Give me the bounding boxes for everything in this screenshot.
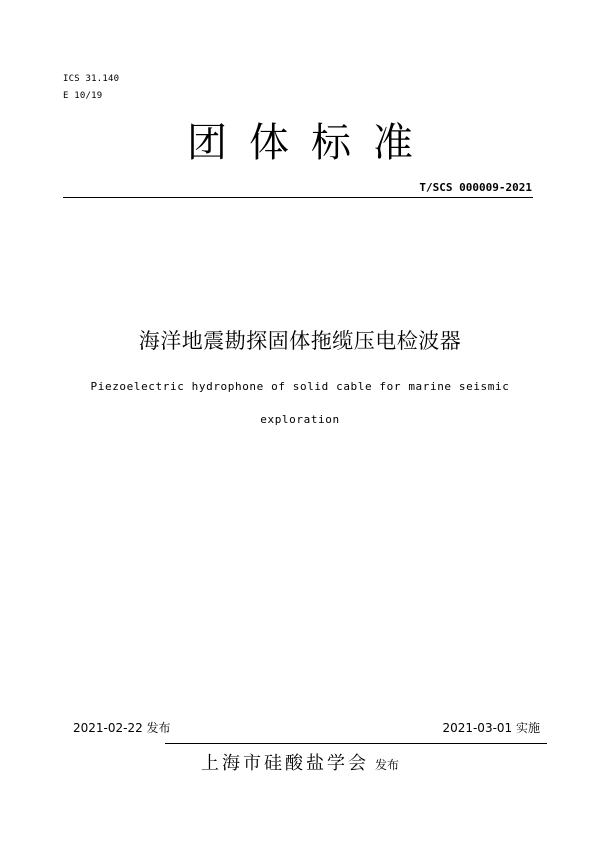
classification-codes: [63, 73, 119, 107]
document-title-chinese: 海洋地震勘探固体拖缆压电检波器: [138, 329, 462, 353]
publisher-line: [0, 751, 600, 778]
standard-type-heading: 团体标准: [187, 120, 435, 166]
publisher-organization: 上海市硅酸盐学会: [200, 753, 369, 774]
footer-divider: [165, 743, 547, 744]
publisher-action: 发布: [374, 758, 399, 772]
standard-number: T/SCS 000009-2021: [419, 181, 532, 194]
implementation-date: 2021-03-01 实施: [442, 721, 540, 735]
header-divider: [63, 197, 533, 198]
ccs-code: E 10/19: [63, 91, 103, 101]
english-title-line-2: exploration: [260, 413, 340, 426]
ics-code: ICS 31.140: [63, 74, 120, 84]
issue-date: 2021-02-22 发布: [73, 721, 171, 735]
document-title-english: [60, 370, 540, 436]
english-title-line-1: Piezoelectric hydrophone of solid cable for marine seismic: [90, 380, 510, 393]
